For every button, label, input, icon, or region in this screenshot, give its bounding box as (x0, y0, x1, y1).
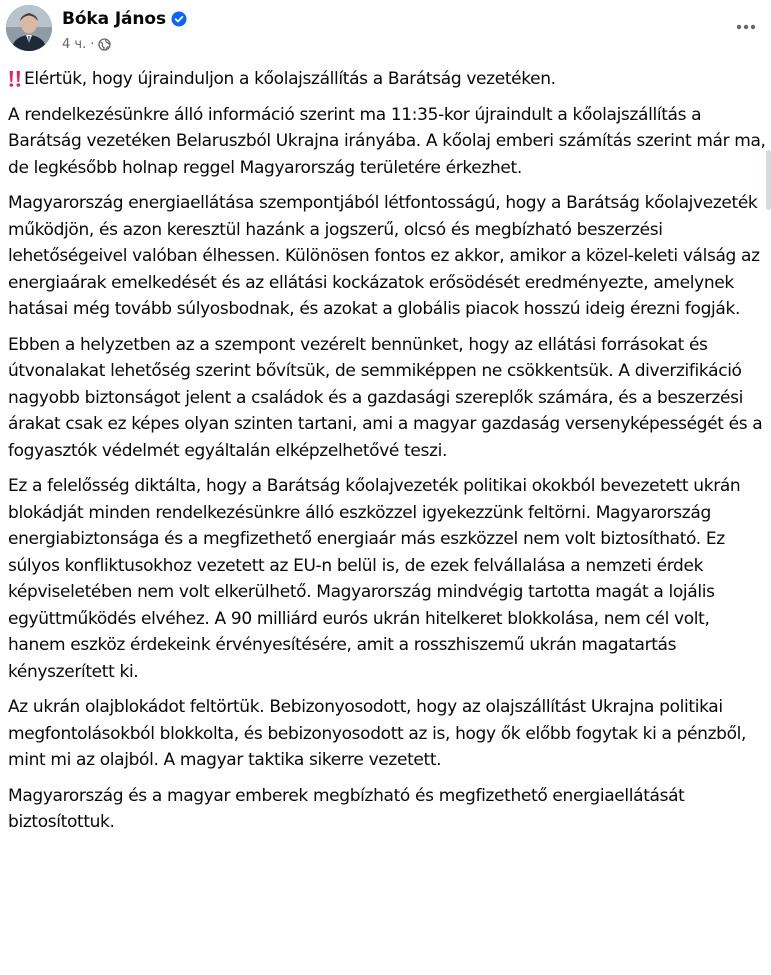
globe-icon[interactable] (98, 38, 111, 51)
post-paragraph-6: Magyarország és a magyar emberek megbízható és megfizethető energiaellátását biztosítottuk. (8, 785, 685, 832)
meta-separator: · (90, 37, 95, 52)
post-paragraph-3: Ebben a helyzetben az a szempont vezérelt bennünket, hogy az ellátási forrásokat és útvonalakat lehetőség szerint bővítsük, de semmiképpen ne csökkentsük. A diverzifikáció nagyobb biztonságot jelent a családok és a gazdasági szereplők számára, és a beszerzési árakat csak ez képes olyan szinten tartani, ami a magyar gazdaság versenyképességét és a fogyasztók védelmét egyáltalán elképzelhetővé teszi. (8, 334, 763, 461)
author-name[interactable]: Bóka János (62, 9, 167, 29)
double-exclamation-icon (8, 70, 22, 88)
post-paragraph-1: A rendelkezésünkre álló információ szerint ma 11:35-kor újraindult a kőolajszállítás a Barátság vezetéken Belaruszból Ukrajna irányába. A kőolaj emberi számítás szerint már ma, de legkésőbb holnap reggel Magyarország területére érkezhet. (8, 104, 766, 178)
post-timestamp[interactable]: 4 ч. (62, 37, 87, 52)
scrollbar[interactable] (766, 150, 771, 210)
more-horizontal-icon (736, 24, 756, 30)
post-paragraph-2: Magyarország energiaellátása szempontjából létfontosságú, hogy a Barátság kőolajvezeték működjön, és azon keresztül hazánk a jogszerű, olcsó és megbízható beszerzési lehetőségeivel valóban élhessen. Különösen fontos ez akkor, amikor a közel-keleti válság az energiaárak emelkedését és az ellátási kockázatok erősödését eredményezte, amelynek hatásai még tovább súlyosbodnak, és azokat a globális piacok hosszú ideig érezni fogják. (8, 193, 760, 319)
author-row (62, 9, 187, 29)
post-headline-text: Elértük, hogy újrainduljon a kőolajszállítás a Barátság vezetéken. (24, 69, 556, 89)
post-paragraph-4: Ez a felelősség diktálta, hogy a Barátság kőolajvezeték politikai okokból bevezetett ukrán blokádját minden rendelkezésünkre álló eszközzel igyekezzünk feltörni. Magyarország energiabiztonsága és a megfizethető energiaár más eszközzel nem volt biztosítható. Ez súlyos konfliktusokhoz vezetett az EU-n belül is, de ezek felvállalása a nemzeti érdek képviseletében nem volt elkerülhető. Magyarország mindvégig tartotta magát a lojális együttműködés elvéhez. A 90 milliárd eurós ukrán hitelkeret blokkolása, nem cél volt, hanem eszköz érdekeink érvényesítésére, amit a rosszhiszemű ukrán magatartás kényszerített ki. (8, 476, 741, 682)
verified-badge-icon (171, 11, 187, 27)
post-meta (62, 37, 111, 52)
post-headline (8, 66, 768, 93)
avatar-photo (6, 5, 52, 51)
post-paragraph-5: Az ukrán olajblokádot feltörtük. Bebizonyosodott, hogy az olajszállítást Ukrajna politikai megfontolásokból blokkolta, és bebizonyosodott az is, hogy ők előbb fogytak ki a pénzből, mint mi az olajból. A magyar taktika sikerre vezetett. (8, 697, 747, 770)
more-options-button[interactable] (732, 13, 760, 41)
avatar[interactable] (6, 5, 52, 51)
post-header (6, 5, 766, 57)
post-body (8, 66, 768, 845)
